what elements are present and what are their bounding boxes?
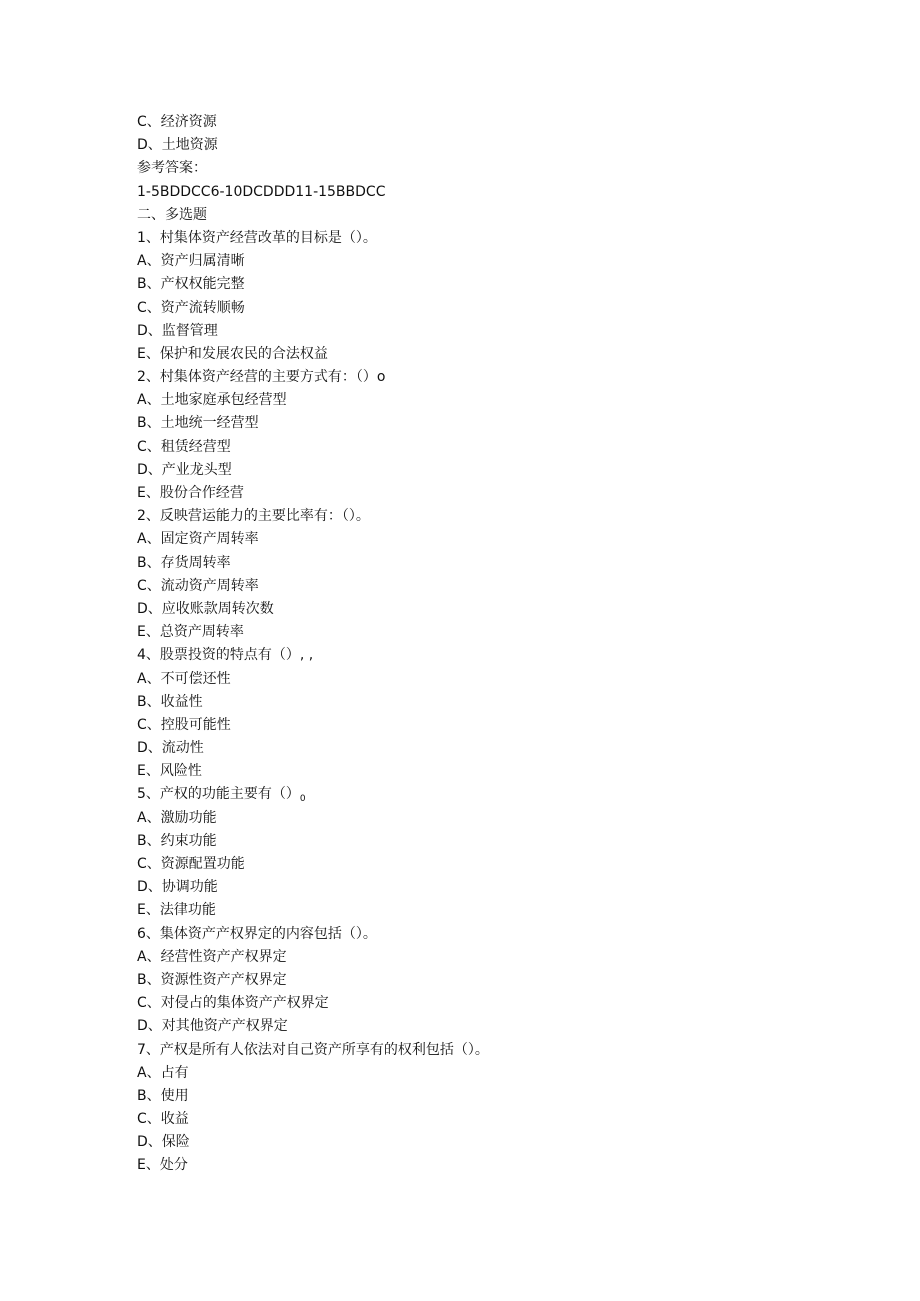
question-2: 2、村集体资产经营的主要方式有：（）o: [137, 369, 386, 386]
question-4-option-c: C、控股可能性: [137, 716, 231, 733]
answer-key-heading: 参考答案：: [137, 160, 207, 177]
question-5-option-a: A、激励功能: [137, 809, 217, 826]
question-3-option-d: D、应收账款周转次数: [137, 600, 274, 617]
question-4: 4、股票投资的特点有（）, ,: [137, 647, 314, 664]
question-4-option-e: E、风险性: [137, 763, 202, 780]
question-5-text: 5、产权的功能主要有（）: [137, 786, 300, 803]
question-3-option-a: A、固定资产周转率: [137, 531, 259, 548]
question-7-option-a: A、占有: [137, 1064, 189, 1081]
question-7-option-e: E、处分: [137, 1157, 188, 1174]
question-4-option-b: B、收益性: [137, 693, 203, 710]
question-6-option-a: A、经营性资产产权界定: [137, 948, 287, 965]
question-5-subscript: 0: [299, 794, 306, 805]
question-1-option-b: B、产权权能完整: [137, 276, 245, 293]
question-4-option-a: A、不可偿还性: [137, 670, 231, 687]
question-1: 1、村集体资产经营改革的目标是（）。: [137, 229, 377, 246]
document-body: [137, 111, 837, 1178]
question-2-option-a: A、土地家庭承包经营型: [137, 392, 287, 409]
section-heading-multiple-choice: 二、多选题: [137, 206, 207, 223]
question-3-option-e: E、总资产周转率: [137, 624, 244, 641]
question-6-option-b: B、资源性资产产权界定: [137, 971, 287, 988]
question-6-option-d: D、对其他资产产权界定: [137, 1018, 288, 1035]
question-5-option-d: D、协调功能: [137, 879, 218, 896]
answer-key: 1-5BDDCC6-10DCDDD11-15BBDCC: [137, 183, 386, 200]
question-1-option-c: C、资产流转顺畅: [137, 299, 245, 316]
question-7-option-b: B、使用: [137, 1087, 189, 1104]
question-5: [137, 783, 837, 806]
question-5-option-b: B、约束功能: [137, 832, 217, 849]
question-5-option-e: E、法律功能: [137, 902, 216, 919]
question-6: 6、集体资产产权界定的内容包括（）。: [137, 925, 377, 942]
question-1-option-d: D、监督管理: [137, 322, 218, 339]
question-4-option-d: D、流动性: [137, 740, 204, 757]
question-3-option-c: C、流动资产周转率: [137, 577, 259, 594]
question-3: 2、反映营运能力的主要比率有：（）。: [137, 508, 370, 525]
question-7-option-d: D、保险: [137, 1134, 190, 1151]
question-2-option-b: B、土地统一经营型: [137, 415, 259, 432]
question-3-option-b: B、存货周转率: [137, 554, 231, 571]
question-5-option-c: C、资源配置功能: [137, 856, 245, 872]
question-2-option-d: D、产业龙头型: [137, 461, 232, 478]
question-2-option-e: E、股份合作经营: [137, 485, 244, 501]
question-2-option-c: C、租赁经营型: [137, 438, 231, 455]
option-d-land-resources: D、土地资源: [137, 137, 218, 154]
question-6-option-c: C、对侵占的集体资产产权界定: [137, 995, 329, 1012]
question-1-option-a: A、资产归属清晰: [137, 253, 245, 270]
question-7-option-c: C、收益: [137, 1111, 189, 1128]
question-7: 7、产权是所有人依法对自己资产所享有的权利包括（）。: [137, 1041, 489, 1058]
option-c-economic-resources: C、经济资源: [137, 114, 217, 130]
question-1-option-e: E、保护和发展农民的合法权益: [137, 345, 328, 362]
